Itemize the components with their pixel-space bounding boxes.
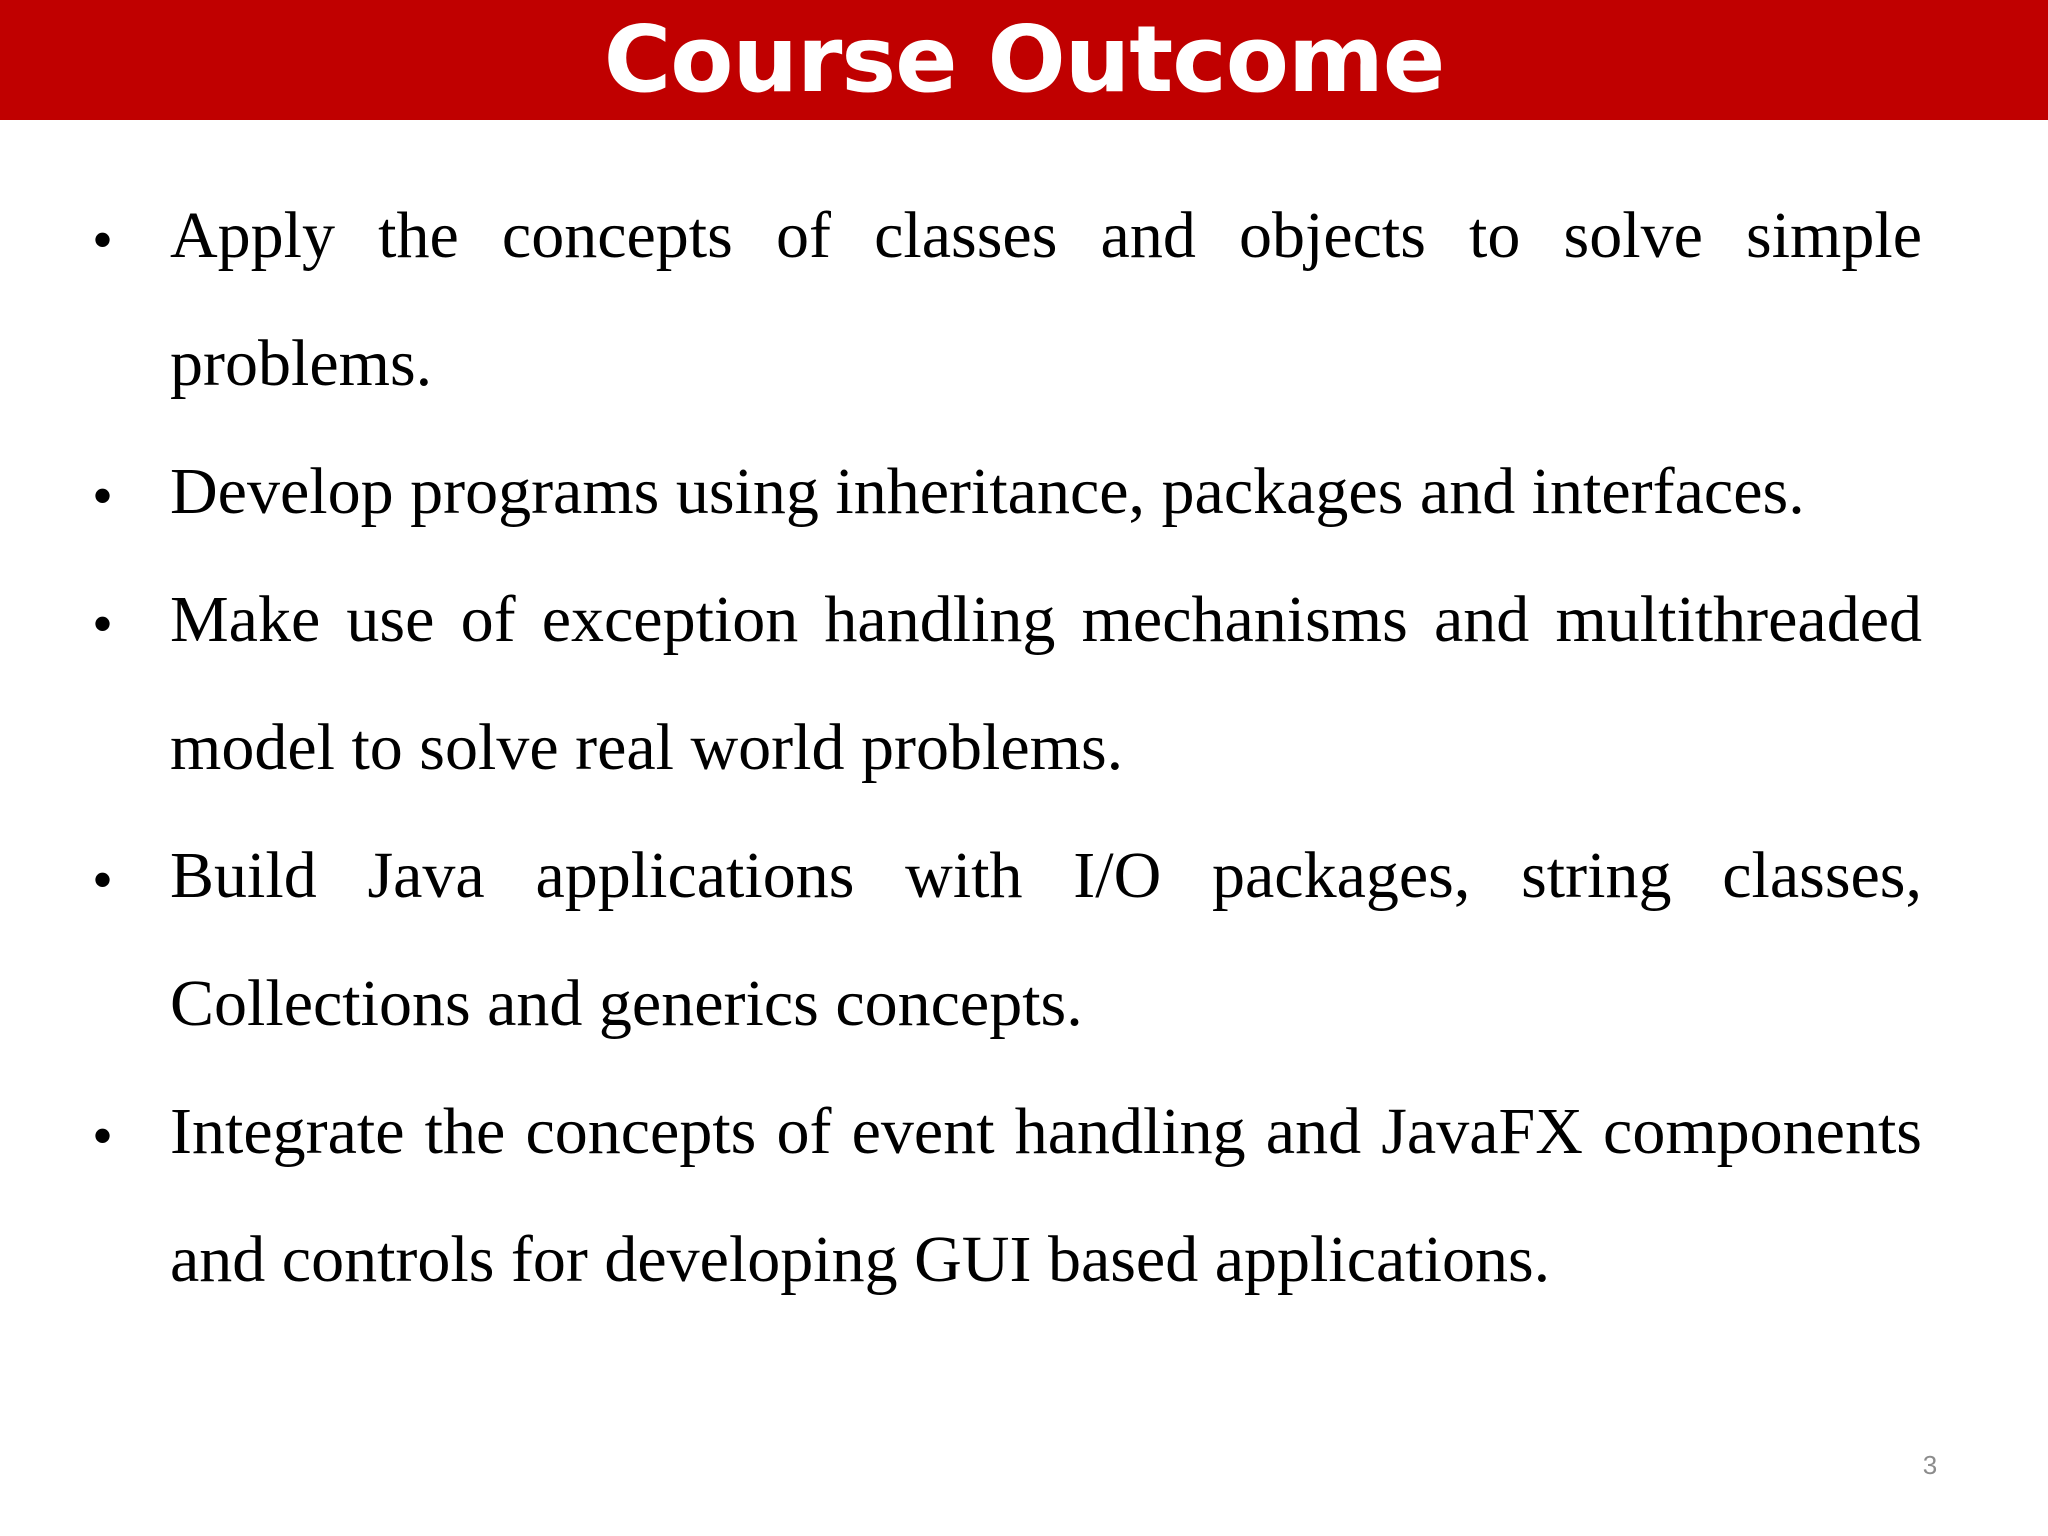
outcome-item-1: [92, 172, 1922, 428]
course-outcome-list: [92, 172, 1922, 1324]
outcome-item-2: [92, 428, 1922, 556]
bullet-point: •: [92, 207, 114, 273]
outcome-text-4: Build Java applications with I/O packages, string classes, Collections and generics concepts.: [170, 839, 1922, 1040]
slide-title: Course Outcome: [603, 6, 1445, 113]
outcome-item-5: [92, 1068, 1922, 1324]
outcome-text-3: Make use of exception handling mechanisms and multithreaded model to solve real world problems.: [170, 583, 1922, 784]
bullet-point: •: [92, 847, 114, 913]
title-bar: [0, 0, 2048, 120]
outcome-item-3: [92, 556, 1922, 812]
bullet-point: •: [92, 1103, 114, 1169]
outcome-item-4: [92, 812, 1922, 1068]
page-number: 3: [1922, 1450, 1938, 1480]
outcome-text-5: Integrate the concepts of event handling and JavaFX components and controls for developing GUI based applications.: [170, 1095, 1922, 1296]
bullet-point: •: [92, 463, 114, 529]
outcome-text-1: Apply the concepts of classes and objects to solve simple problems.: [170, 199, 1922, 400]
bullet-point: •: [92, 591, 114, 657]
outcome-text-2: Develop programs using inheritance, packages and interfaces.: [170, 455, 1805, 528]
